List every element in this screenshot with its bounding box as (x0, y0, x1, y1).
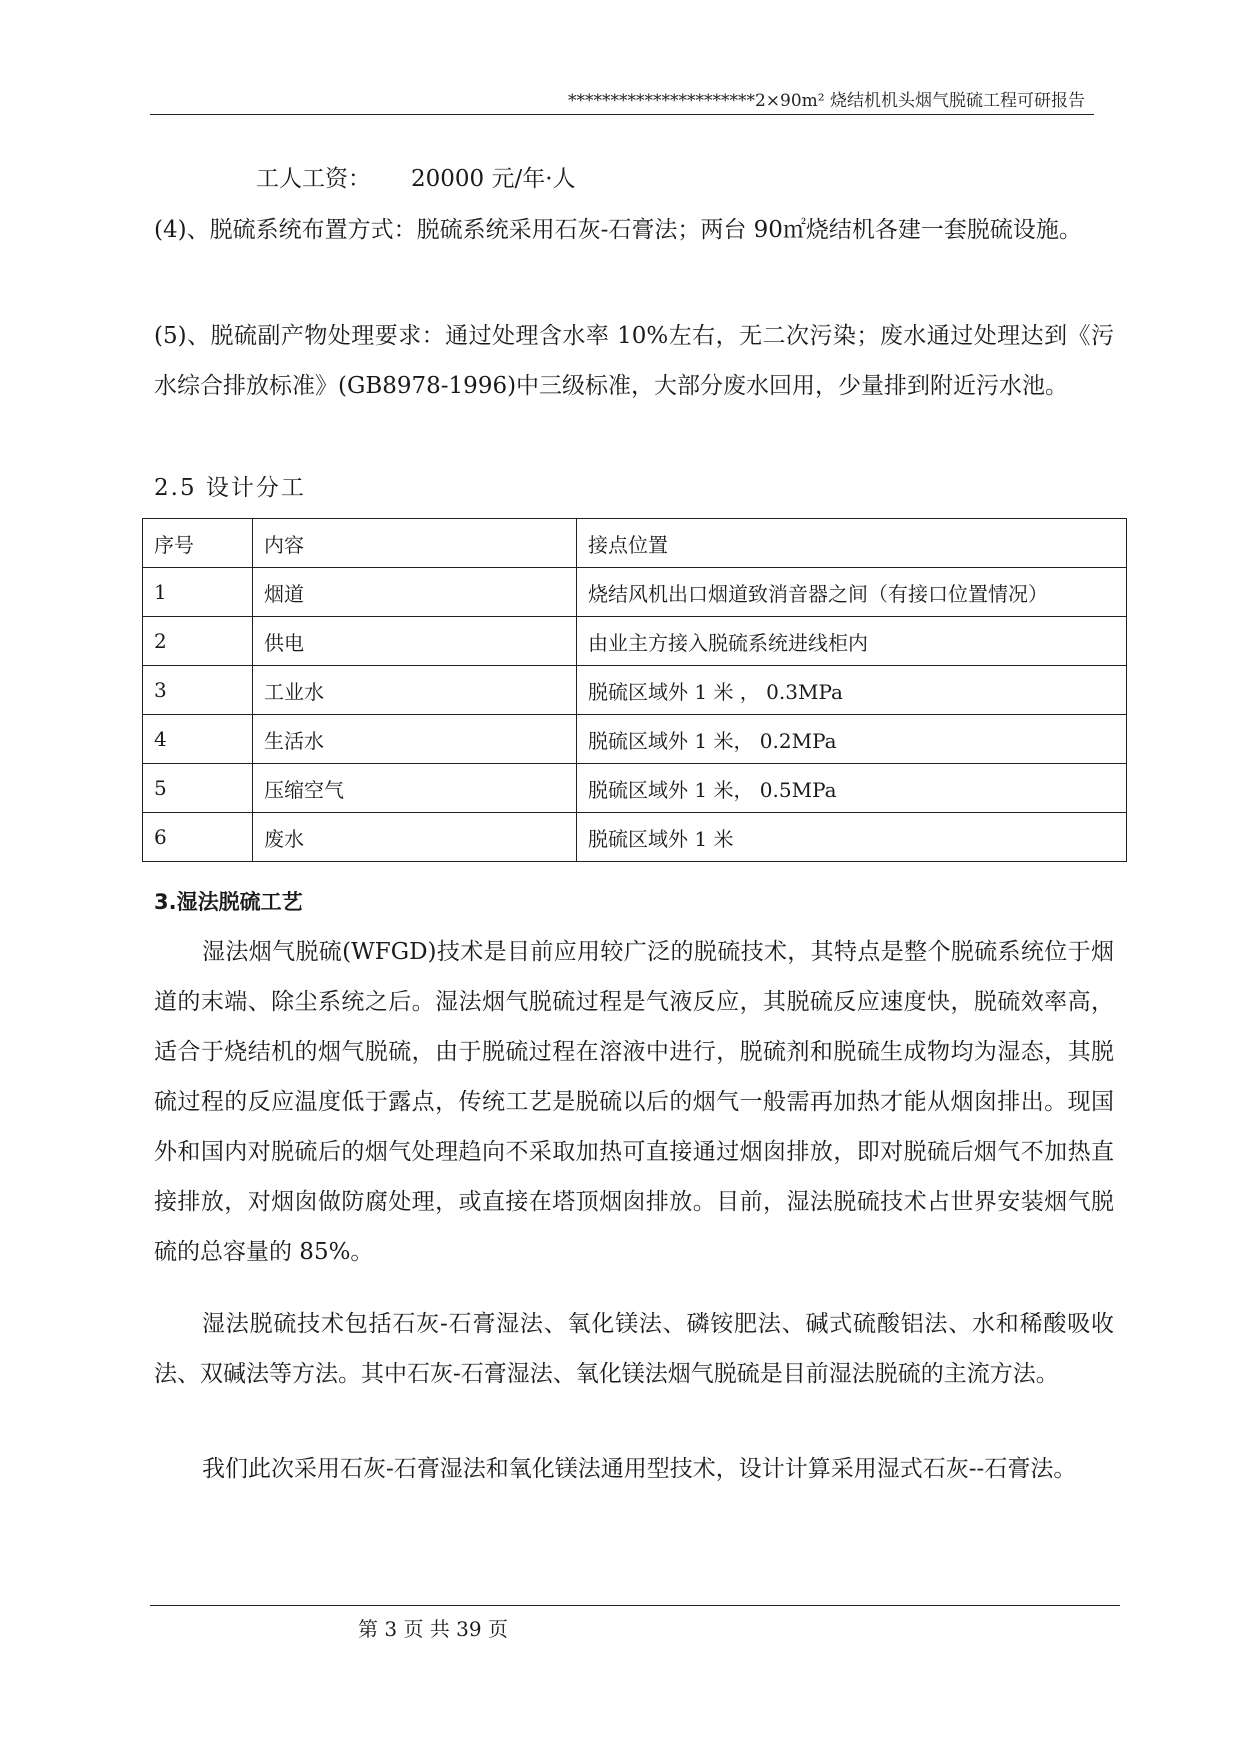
table-row (143, 715, 1127, 764)
table-cell: 废水 (253, 813, 577, 862)
footer-divider (150, 1605, 1120, 1606)
section-3-paragraph-3: 我们此次采用石灰-石膏湿法和氧化镁法通用型技术，设计计算采用湿式石灰--石膏法。 (202, 1456, 1077, 1482)
table-cell: 1 (143, 568, 253, 617)
wage-label: 工人工资： (256, 166, 371, 192)
design-division-table (142, 518, 1127, 862)
table-cell: 压缩空气 (253, 764, 577, 813)
table-cell: 由业主方接入脱硫系统进线柜内 (577, 617, 1127, 666)
table-cell: 2 (143, 617, 253, 666)
table-cell: 脱硫区域外 1 米， 0.2MPa (577, 715, 1127, 764)
table-row (143, 666, 1127, 715)
page-number: 第 3 页 共 39 页 (358, 1617, 508, 1641)
table-row (143, 813, 1127, 862)
table-cell: 供电 (253, 617, 577, 666)
wage-value: 20000 元/年·人 (411, 166, 576, 192)
wage-line (256, 154, 576, 204)
table-cell: 烧结风机出口烟道致消音器之间（有接口位置情况） (577, 568, 1127, 617)
header-divider (150, 114, 1094, 115)
table-header-row (143, 519, 1127, 568)
section-2-5-title: 2.5 设计分工 (154, 475, 306, 501)
section-3-paragraph-1: 湿法烟气脱硫(WFGD)技术是目前应用较广泛的脱硫技术，其特点是整个脱硫系统位于烟道的末端、除尘系统之后。湿法烟气脱硫过程是气液反应，其脱硫反应速度快，脱硫效率高，适合于烧结机的烟气脱硫，由于脱硫过程在溶液中进行，脱硫剂和脱硫生成物均为湿态，其脱硫过程的反应温度低于露点，传统工艺是脱硫以后的烟气一般需再加热才能从烟囱排出。现国外和国内对脱硫后的烟气处理趋向不采取加热可直接通过烟囱排放，即对脱硫后烟气不加热直接排放，对烟囱做防腐处理，或直接在塔顶烟囱排放。目前，湿法脱硫技术占世界安装烟气脱硫的总容量的 85%。 (154, 939, 1114, 1265)
item-5-paragraph: (5)、脱硫副产物处理要求：通过处理含水率 10%左右，无二次污染；废水通过处理达到《污水综合排放标准》(GB8978-1996)中三级标准，大部分废水回用，少量排到附近污水池。 (154, 323, 1114, 399)
item-4-paragraph: (4)、脱硫系统布置方式：脱硫系统采用石灰-石膏法；两台 90㎡烧结机各建一套脱硫设施。 (154, 217, 1082, 243)
table-cell: 工业水 (253, 666, 577, 715)
table-row (143, 568, 1127, 617)
section-3-title: 3.湿法脱硫工艺 (154, 890, 303, 914)
table-header-cell: 内容 (253, 519, 577, 568)
table-cell: 脱硫区域外 1 米， 0.5MPa (577, 764, 1127, 813)
table-row (143, 617, 1127, 666)
table-cell: 烟道 (253, 568, 577, 617)
table-cell: 3 (143, 666, 253, 715)
table-cell: 脱硫区域外 1 米 ， 0.3MPa (577, 666, 1127, 715)
table-header-cell: 接点位置 (577, 519, 1127, 568)
section-3-paragraph-2: 湿法脱硫技术包括石灰-石膏湿法、氧化镁法、磷铵肥法、碱式硫酸铝法、水和稀酸吸收法、双碱法等方法。其中石灰-石膏湿法、氧化镁法烟气脱硫是目前湿法脱硫的主流方法。 (154, 1311, 1114, 1387)
header-title: **********************2×90m² 烧结机机头烟气脱硫工程可研报告 (567, 91, 1085, 111)
table-header-cell: 序号 (143, 519, 253, 568)
table-cell: 5 (143, 764, 253, 813)
table-cell: 4 (143, 715, 253, 764)
table-row (143, 764, 1127, 813)
table-cell: 生活水 (253, 715, 577, 764)
table-cell: 6 (143, 813, 253, 862)
table-cell: 脱硫区域外 1 米 (577, 813, 1127, 862)
